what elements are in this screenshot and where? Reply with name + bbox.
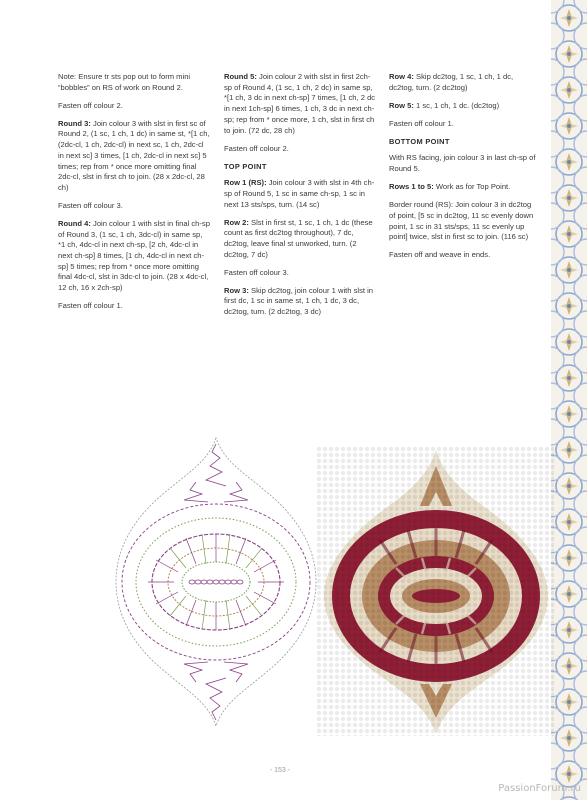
row-5-label: Row 5:: [389, 100, 414, 110]
round-3-text: Join colour 3 with slst in first sc of Round 2, (1 sc, 1 ch, 1 dc) in same st, *[1 ch, (2dc-cl, 1 ch, 2dc-cl) in next sc, 1 ch, 2dc-cl in next sc] 3 times, [1 ch, 2dc-cl in next sc] 5 times; rep from * once more omitting final 2dc-cl, slst in first ch to join. (28 x 2dc-cl, 28 ch): [58, 118, 210, 192]
border-round-instruction: Border round (RS): Join colour 3 in dc2tog of point, [5 sc in dc2tog, 11 sc evenly down point, 1 sc in 31 sts/sps, 11 sc evenly up point] twice, slst in first sc to join. (116 sc): [389, 200, 534, 242]
round-3-label: Round 3:: [58, 118, 91, 128]
final-instruction: Fasten off and weave in ends.: [389, 250, 491, 260]
round-4-label: Round 4:: [58, 218, 91, 228]
fasten-off-colour-2: Fasten off colour 2.: [224, 143, 289, 153]
watermark-text: PassionForum.ru: [498, 783, 581, 794]
row-4-text: Skip dc2tog, 1 sc, 1 ch, 1 dc, dc2tog, turn. (2 dc2tog): [389, 72, 514, 92]
round-5-instruction: [224, 72, 376, 136]
text-column-1: [58, 72, 210, 319]
text-column-2: [224, 72, 376, 325]
fasten-off-colour-3: Fasten off colour 3.: [58, 200, 123, 210]
round-4-instruction: [58, 219, 210, 294]
page-number: - 153 -: [269, 767, 291, 774]
round-4-text: Join colour 1 with slst in final ch-sp of Round 3, (1 sc, 1 ch, 3dc-cl) in same sp, *1 ch, 4dc-cl in next ch-sp, [2 ch, 4dc-cl in next ch-sp] 8 times, [1 ch, 4dc-cl in next ch-sp] 5 times; rep from * once more omitting final 4dc-cl, slst in 3dc-cl to join. (28 x 4dc-cl, 12 ch, 16 x 2ch-sp): [58, 218, 210, 293]
rows-1-to-5-text: Work as for Top Point.: [433, 182, 511, 192]
round-5-text: Join colour 2 with slst in first 2ch-sp of Round 4, (1 sc, 1 ch, 2 dc) in same sp, *[1 ch, 3 dc in next ch-sp] 7 times, [1 ch, 2 dc in next 1ch-sp] 6 times, 1 ch, 3 dc in next ch-sp; rep from * once more, 1 ch, slst in first ch to join. (72 dc, 28 ch): [224, 72, 376, 135]
row-1-text: Join colour 3 with slst in 4th ch-sp of Round 5, 1 sc in same ch-sp, 1 sc in next 13 sts/sps, turn. (14 sc): [224, 178, 375, 209]
row-4-label: Row 4:: [389, 72, 414, 81]
round-3-instruction: [58, 119, 210, 194]
bottom-join-instruction: With RS facing, join colour 3 in last ch-sp of Round 5.: [389, 153, 536, 174]
round-5-label: Round 5:: [224, 72, 257, 81]
bottom-point-heading: BOTTOM POINT: [389, 136, 450, 146]
fasten-off-colour-1: Fasten off colour 1.: [58, 301, 123, 311]
row-2-text: Slst in first st, 1 sc, 1 ch, 1 dc (these count as first dc2tog throughout), 7 dc, dc2tog, leave final st unworked, turn. (2 dc2tog, 7 dc): [224, 217, 373, 259]
top-row-4-instruction: [389, 72, 539, 93]
crochet-ornament-photo: [316, 446, 554, 736]
row-2-label: Row 2:: [224, 217, 249, 227]
decorative-border-pattern: [551, 0, 587, 800]
note-paragraph: Note: Ensure tr sts pop out to form mini “bobbles” on RS of work on Round 2.: [58, 72, 191, 92]
row-3-label: Row 3:: [224, 285, 249, 295]
crochet-chart-diagram: [112, 432, 320, 732]
top-row-5-instruction: [389, 101, 539, 112]
top-row-2-instruction: [224, 218, 376, 261]
bottom-rows-instruction: [389, 182, 539, 193]
rows-1-to-5-label: Rows 1 to 5:: [389, 182, 434, 192]
row-5-text: 1 sc, 1 ch, 1 dc. (dc2tog): [413, 100, 500, 110]
row-3-text: Skip dc2tog, join colour 1 with slst in first dc, 1 sc in same st, 1 ch, 1 dc, 3 dc, dc2tog, turn. (2 dc2tog, 3 dc): [224, 285, 373, 317]
fasten-off-colour-3: Fasten off colour 3.: [224, 267, 289, 277]
top-row-3-instruction: [224, 286, 376, 318]
top-row-1-instruction: [224, 178, 376, 210]
fasten-off-colour-2: Fasten off colour 2.: [58, 100, 123, 110]
row-1-label: Row 1 (RS):: [224, 178, 267, 188]
text-column-3: [389, 72, 539, 268]
fasten-off-colour-1: Fasten off colour 1.: [389, 118, 454, 128]
top-point-heading: TOP POINT: [224, 161, 267, 171]
